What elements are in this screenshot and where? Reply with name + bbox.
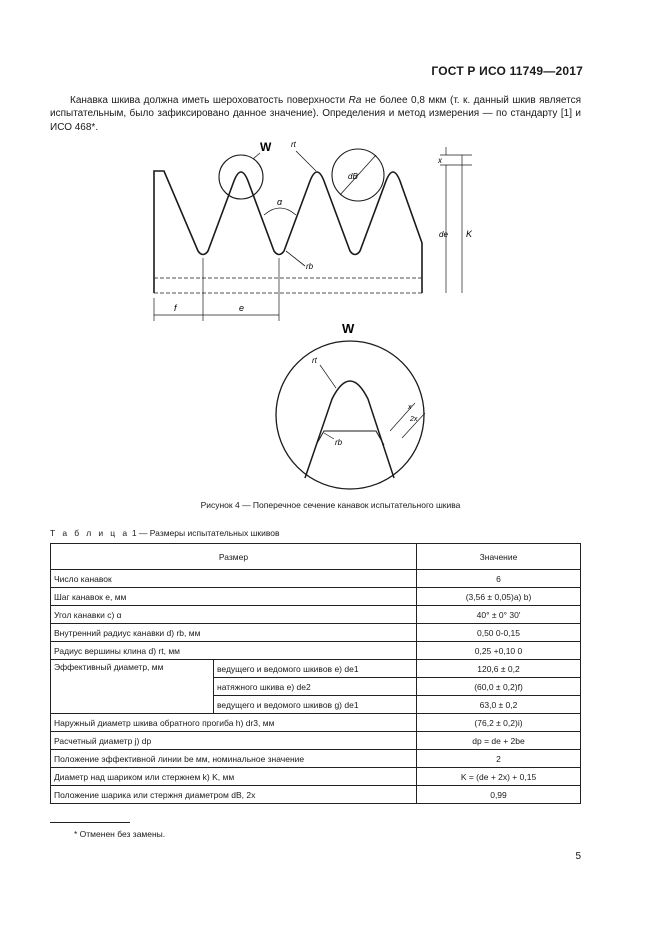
2x-label-detail: 2x <box>410 416 418 423</box>
row-name: Диаметр над шариком или стержнем k) K, мм <box>51 768 417 786</box>
size-column-header: Размер <box>51 544 417 570</box>
de-dimension-label: de <box>439 230 448 239</box>
document-code: ГОСТ Р ИСО 11749—2017 <box>431 64 583 78</box>
effective-sub-name: натяжного шкива e) de2 <box>214 678 417 696</box>
pulley-sizes-table <box>50 543 581 804</box>
table-title <box>50 528 280 538</box>
row-value: (76,2 ± 0,2)i) <box>417 714 581 732</box>
row-value: K = (de + 2x) + 0,15 <box>417 768 581 786</box>
page-number: 5 <box>575 851 581 862</box>
table-row <box>51 714 581 732</box>
table-row <box>51 732 581 750</box>
intro-paragraph <box>50 94 581 134</box>
footnote: * Отменен без замены. <box>74 829 166 839</box>
x-label-detail: x <box>408 404 412 411</box>
effective-sub-value: 120,6 ± 0,2 <box>417 660 581 678</box>
table-row <box>51 624 581 642</box>
effective-sub-name: ведущего и ведомого шкивов e) de1 <box>214 660 417 678</box>
table-title-text: 1 — Размеры испытательных шкивов <box>131 528 280 538</box>
row-value: 6 <box>417 570 581 588</box>
detail-w-circle <box>276 341 424 489</box>
row-value: 40° ± 0° 30′ <box>417 606 581 624</box>
table-row <box>51 786 581 804</box>
effective-sub-value: 63,0 ± 0,2 <box>417 696 581 714</box>
table-title-prefix: Т а б л и ц а <box>50 528 130 538</box>
pulley-groove-drawing <box>140 133 480 498</box>
table-row <box>51 642 581 660</box>
table-row <box>51 660 581 678</box>
f-dimension-label: f <box>174 303 177 313</box>
value-column-header: Значение <box>417 544 581 570</box>
w-label-top: W <box>260 140 272 154</box>
intro-text-pre: Канавка шкива должна иметь шероховатость поверхности <box>70 95 349 106</box>
row-value: dp = de + 2be <box>417 732 581 750</box>
pulley-groove-figure <box>140 133 480 503</box>
row-name: Число канавок <box>51 570 417 588</box>
row-name: Угол канавки c) α <box>51 606 417 624</box>
table-row <box>51 606 581 624</box>
db-label-top: dB <box>348 172 358 181</box>
table-row <box>51 750 581 768</box>
table-header-row <box>51 544 581 570</box>
x-dimension-label: x <box>438 156 442 165</box>
row-name: Радиус вершины клина d) rt, мм <box>51 642 417 660</box>
row-name: Внутренний радиус канавки d) rb, мм <box>51 624 417 642</box>
table-row <box>51 570 581 588</box>
row-name: Расчетный диаметр j) dp <box>51 732 417 750</box>
w-marker-circle <box>219 155 263 199</box>
row-value: 0,99 <box>417 786 581 804</box>
table-row <box>51 588 581 606</box>
row-name: Наружный диаметр шкива обратного прогиба h) dr3, мм <box>51 714 417 732</box>
row-value: 0,50 0-0,15 <box>417 624 581 642</box>
rb-label-top: rb <box>306 262 314 271</box>
groove-profile <box>154 171 422 293</box>
footnote-divider <box>50 822 130 823</box>
table-row <box>51 768 581 786</box>
row-name: Положение шарика или стержня диаметром dB, 2x <box>51 786 417 804</box>
alpha-label: α <box>277 197 283 207</box>
row-value: 0,25 +0,10 0 <box>417 642 581 660</box>
w-label-detail: W <box>342 321 355 336</box>
k-dimension-label: K <box>466 229 473 239</box>
effective-diameter-name: Эффективный диаметр, мм <box>51 660 214 714</box>
figure-caption: Рисунок 4 — Поперечное сечение канавок испытательного шкива <box>200 500 461 510</box>
effective-sub-name: ведущего и ведомого шкивов g) de1 <box>214 696 417 714</box>
row-name: Шаг канавок e, мм <box>51 588 417 606</box>
intro-text-post: не более 0,8 мкм (т. к. данный шкив является испытательным, было зафиксировано данное значение). Определения и метод измерения — по стандарту [1] и ИСО 468*. <box>50 95 582 133</box>
rt-label-top: rt <box>291 140 296 149</box>
row-name: Положение эффективной линии be мм, номинальное значение <box>51 750 417 768</box>
effective-sub-value: (60,0 ± 0,2)f) <box>417 678 581 696</box>
ra-symbol: Ra <box>348 95 362 106</box>
rb-label-detail: rb <box>335 438 343 447</box>
rt-label-detail: rt <box>312 356 317 365</box>
row-value: (3,56 ± 0,05)a) b) <box>417 588 581 606</box>
e-dimension-label: e <box>239 303 245 313</box>
detail-crest-profile <box>305 381 394 478</box>
row-value: 2 <box>417 750 581 768</box>
